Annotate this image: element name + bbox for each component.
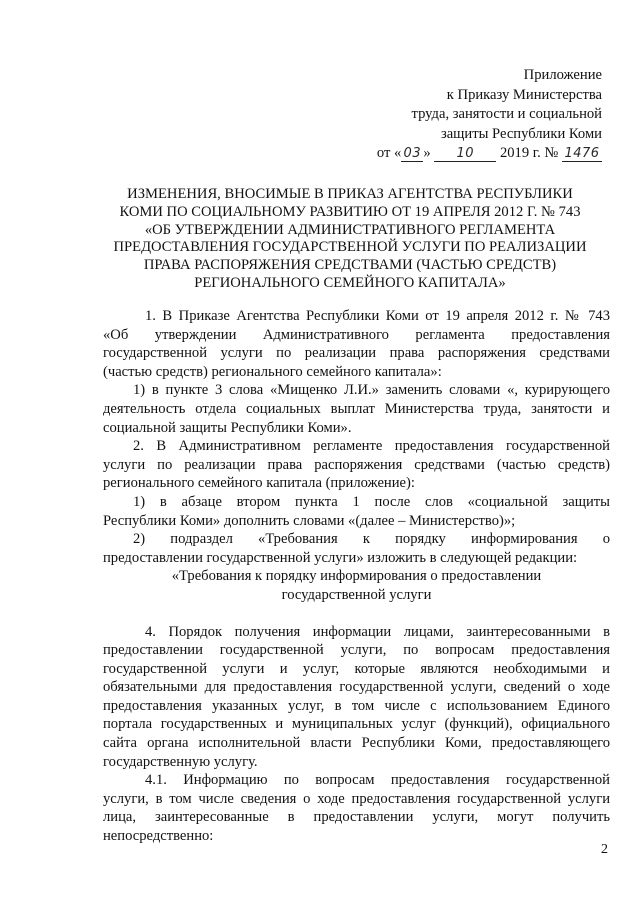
paragraph-line: государственной услуги и услуг, которые являются необходимыми и xyxy=(103,660,610,677)
paragraph-line: портала государственных и муниципальных услуг (функций), официального xyxy=(103,716,610,733)
subheading-line: государственной услуги xyxy=(281,586,432,603)
paragraph-line: предоставления указанных услуг, в том числе с использованием Единого xyxy=(103,697,610,714)
paragraph-line: деятельность отдела социальных выплат Министерства труда, занятости и xyxy=(103,400,610,417)
paragraph-line: 1. В Приказе Агентства Республики Коми от 19 апреля 2012 г. № 743 xyxy=(145,308,610,324)
date-quote: » xyxy=(423,145,431,161)
paragraph-line: 4.1. Информацию по вопросам предоставления государственной xyxy=(145,772,610,789)
paragraph-line: сайта органа исполнительной власти Республики Коми, предоставляющего xyxy=(103,735,610,752)
appendix-line: к Приказу Министерства xyxy=(446,86,602,103)
spacer xyxy=(103,605,610,623)
title-line: ПРЕДОСТАВЛЕНИЯ ГОСУДАРСТВЕННОЙ УСЛУГИ ПО РЕАЛИЗАЦИИ xyxy=(113,239,587,256)
title-line: «ОБ УТВЕРЖДЕНИИ АДМИНИСТРАТИВНОГО РЕГЛАМЕНТА xyxy=(144,221,556,238)
title-line: ИЗМЕНЕНИЯ, ВНОСИМЫЕ В ПРИКАЗ АГЕНТСТВА РЕСПУБЛИКИ xyxy=(127,186,573,202)
document-body xyxy=(103,307,610,846)
paragraph-line: регионального семейного капитала (приложение): xyxy=(103,475,415,492)
paragraph-line: (частью средств) регионального семейного капитала»: xyxy=(103,363,442,380)
appendix-block xyxy=(302,66,602,164)
paragraph-line: предоставлении государственной услуги, по вопросам предоставления xyxy=(103,642,610,659)
handwritten-month: 10 xyxy=(434,146,496,162)
year-text: 2019 г. № xyxy=(499,145,559,161)
appendix-date-line xyxy=(302,144,602,164)
paragraph-line: лица, заинтересованные в предоставлении услуги, могут получить xyxy=(103,809,610,826)
paragraph-line: государственную услугу. xyxy=(103,753,258,770)
paragraph-line: 1) в пункте 3 слова «Мищенко Л.И.» заменить словами «, курирующего xyxy=(133,382,610,399)
paragraph-line: услуги, в том числе сведения о ходе предоставления государственной услуги xyxy=(103,790,610,807)
paragraph-line: 1) в абзаце втором пункта 1 после слов «социальной защиты xyxy=(133,493,610,510)
paragraph-line: 2) подраздел «Требования к порядку информирования о xyxy=(133,531,610,548)
paragraph-line: обязательными для предоставления государственной услуги, сведений о ходе xyxy=(103,679,610,696)
appendix-line: Приложение xyxy=(523,67,602,83)
appendix-line: защиты Республики Коми xyxy=(440,125,602,142)
date-prefix: от « xyxy=(376,145,402,161)
paragraph-line: социальной защиты Республики Коми». xyxy=(103,419,352,436)
paragraph-line: услуги по реализации права распоряжения средствами (частью средств) xyxy=(103,456,610,473)
document-title xyxy=(95,186,605,293)
paragraph-line: Республики Коми» дополнить словами «(далее – Министерство)»; xyxy=(103,512,516,529)
paragraph-line: предоставлении государственной услуги» изложить в следующей редакции: xyxy=(103,549,578,566)
title-line: КОМИ ПО СОЦИАЛЬНОМУ РАЗВИТИЮ ОТ 19 АПРЕЛЯ 2012 Г. № 743 xyxy=(119,203,581,220)
appendix-line: труда, занятости и социальной xyxy=(411,106,602,122)
handwritten-day: 03 xyxy=(401,146,423,162)
paragraph-line: непосредственно: xyxy=(103,828,214,845)
page-number: 2 xyxy=(601,842,608,857)
subheading-line: «Требования к порядку информирования о предоставлении xyxy=(171,568,542,585)
title-line: ПРАВА РАСПОРЯЖЕНИЯ СРЕДСТВАМИ (ЧАСТЬЮ СРЕДСТВ) xyxy=(143,257,557,274)
paragraph-line: 2. В Административном регламенте предоставления государственной xyxy=(133,438,610,455)
paragraph-line: государственной услуги по реализации права распоряжения средствами xyxy=(103,345,610,362)
paragraph-line: «Об утверждении Административного регламента предоставления xyxy=(103,326,610,343)
paragraph-line: 4. Порядок получения информации лицами, заинтересованными в xyxy=(145,623,610,640)
handwritten-order-number: 1476 xyxy=(562,146,602,162)
title-line: РЕГИОНАЛЬНОГО СЕМЕЙНОГО КАПИТАЛА» xyxy=(194,274,506,291)
